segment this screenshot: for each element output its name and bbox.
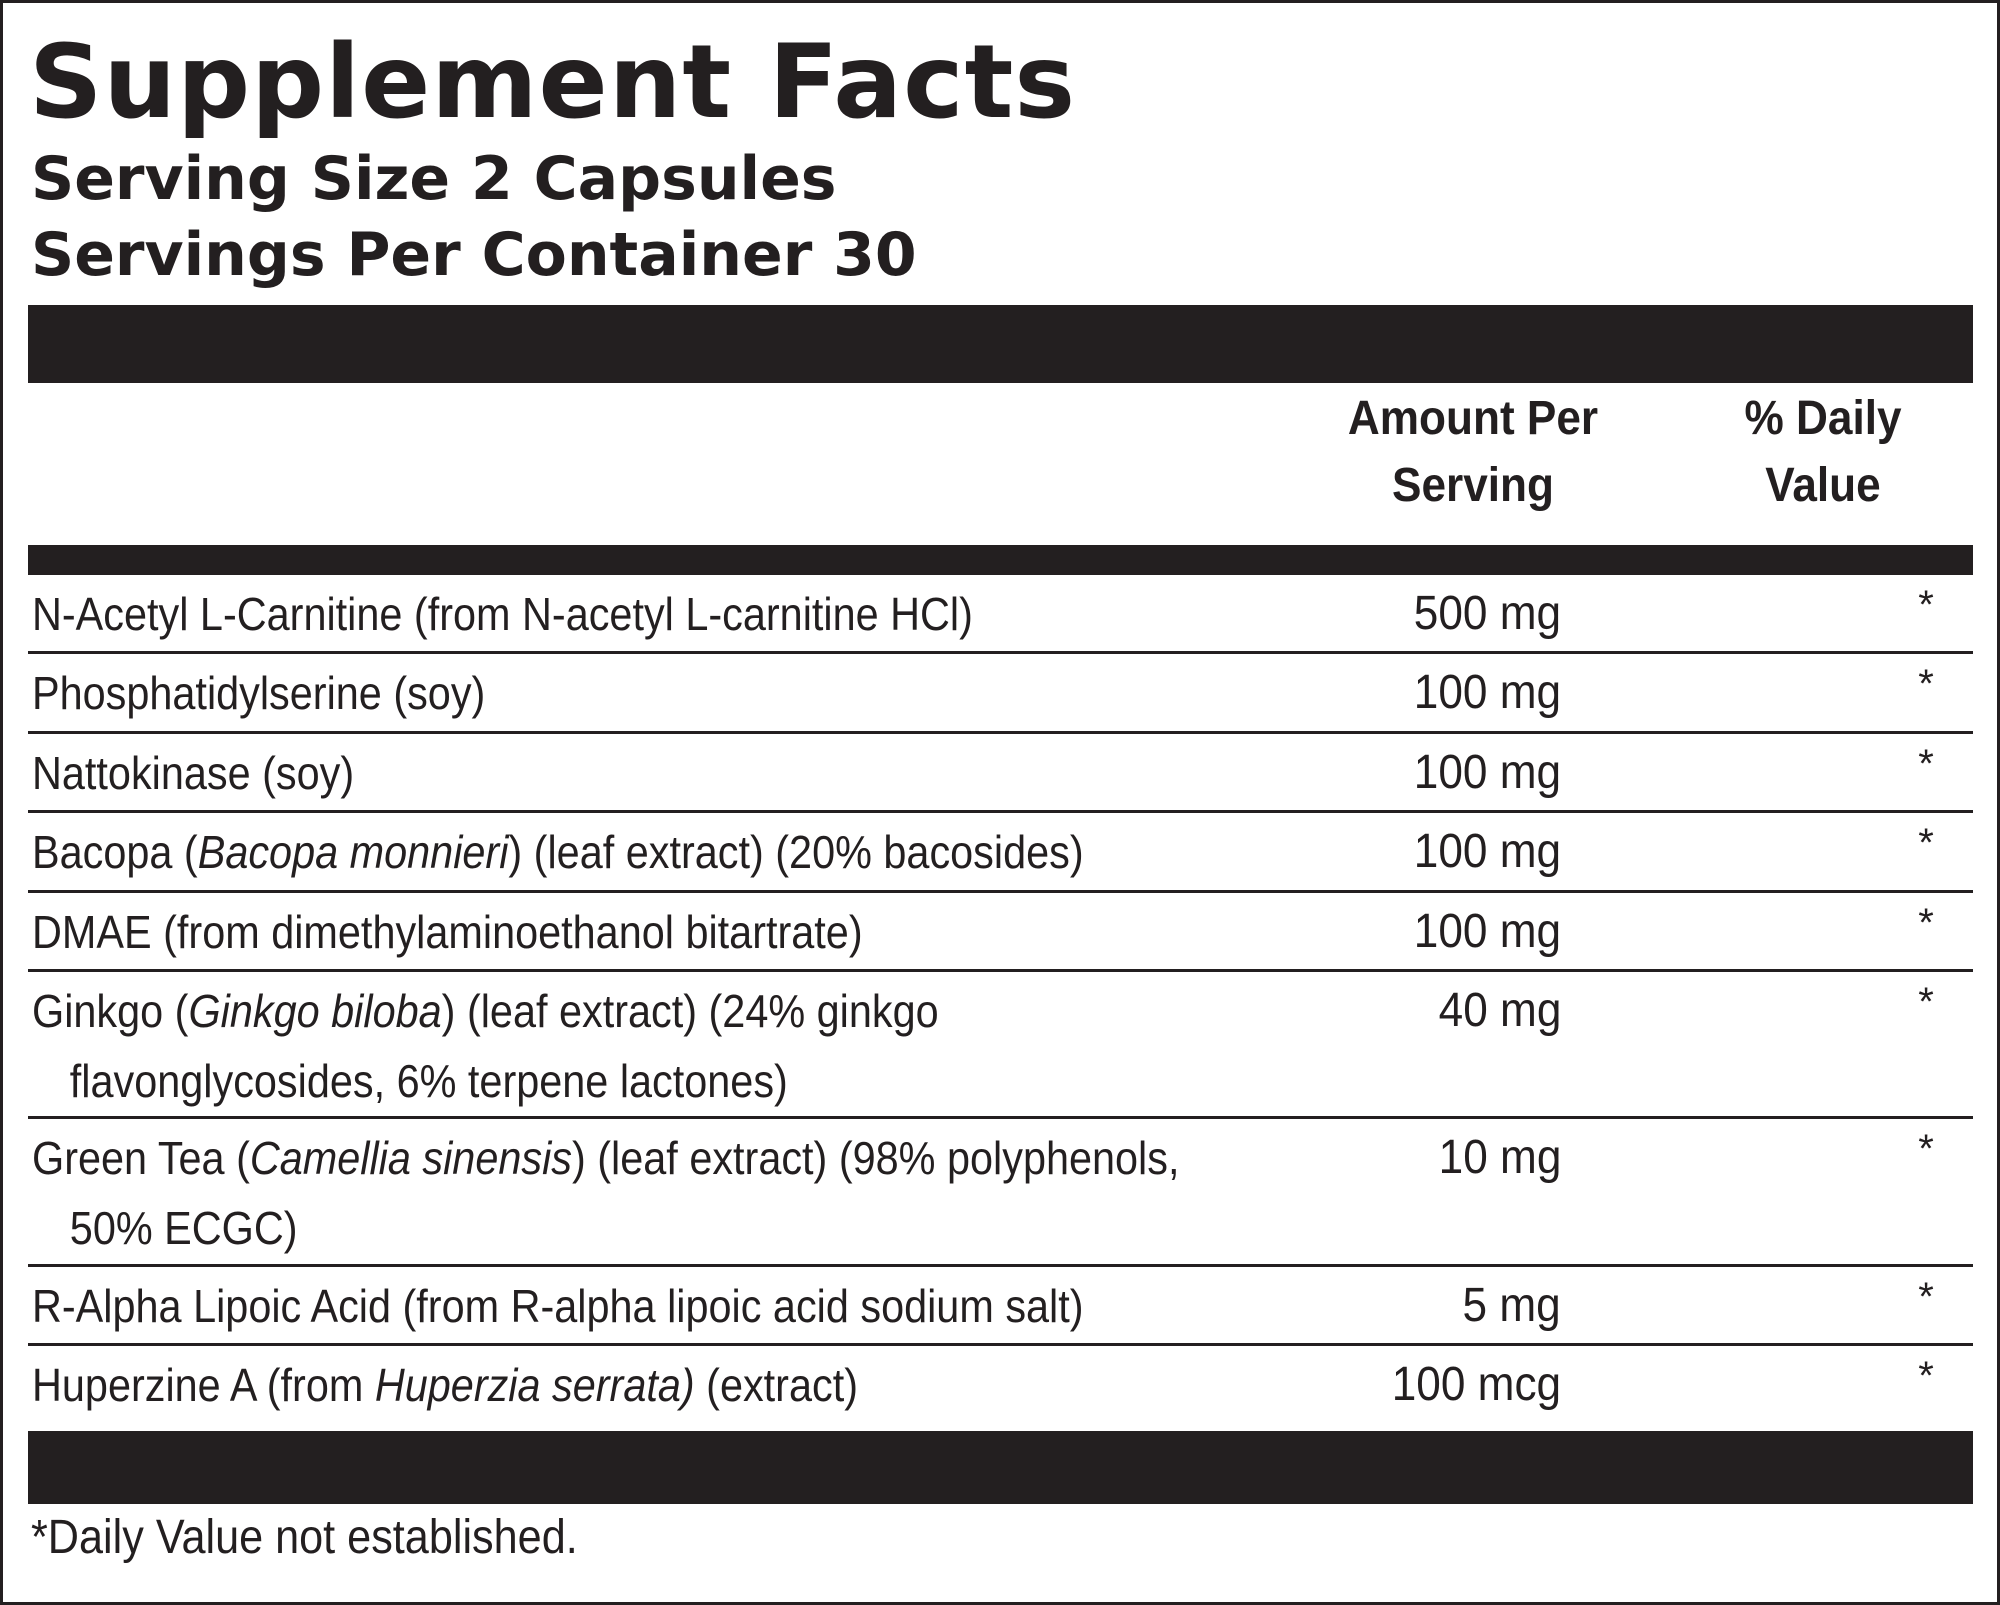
nutrient-name: Huperzine A (from Huperzia serrata) (extract) bbox=[32, 1359, 858, 1411]
nutrient-row bbox=[28, 893, 1973, 969]
thick-divider-bottom bbox=[28, 1431, 1973, 1504]
daily-value: * bbox=[1918, 1275, 1934, 1319]
nutrient-row bbox=[28, 972, 1973, 1116]
nutrient-name: R-Alpha Lipoic Acid (from R-alpha lipoic acid sodium salt) bbox=[32, 1280, 1084, 1332]
nutrient-amount: 10 mg bbox=[1438, 1131, 1561, 1184]
thick-divider-header bbox=[28, 545, 1973, 575]
column-header-amount: Amount Per Serving bbox=[1347, 392, 1599, 512]
nutrient-name: Ginkgo (Ginkgo biloba) (leaf extract) (24% ginkgo flavonglycosides, 6% terpene lactones) bbox=[32, 985, 939, 1107]
nutrient-row bbox=[28, 1119, 1973, 1264]
daily-value: * bbox=[1918, 742, 1934, 786]
column-header-daily-value: % Daily Value bbox=[1744, 392, 1902, 512]
nutrient-row bbox=[28, 575, 1973, 651]
servings-per-container: Servings Per Container 30 bbox=[31, 220, 917, 290]
nutrient-row bbox=[28, 813, 1973, 890]
nutrient-row bbox=[28, 1346, 1973, 1431]
nutrient-name: Green Tea (Camellia sinensis) (leaf extract) (98% polyphenols, 50% ECGC) bbox=[32, 1132, 1180, 1254]
daily-value: * bbox=[1918, 901, 1934, 945]
nutrient-amount: 100 mg bbox=[1413, 825, 1561, 878]
nutrient-amount: 5 mg bbox=[1462, 1279, 1561, 1332]
nutrient-amount: 100 mg bbox=[1413, 905, 1561, 958]
nutrient-name: Nattokinase (soy) bbox=[32, 747, 355, 799]
serving-size: Serving Size 2 Capsules bbox=[31, 144, 837, 214]
daily-value: * bbox=[1918, 662, 1934, 706]
daily-value: * bbox=[1918, 1127, 1934, 1171]
nutrient-name: Bacopa (Bacopa monnieri) (leaf extract) (20% bacosides) bbox=[32, 826, 1084, 878]
footnote: *Daily Value not established. bbox=[31, 1511, 578, 1564]
daily-value: * bbox=[1918, 583, 1934, 627]
nutrient-name: Phosphatidylserine (soy) bbox=[32, 667, 486, 719]
label-title: Supplement Facts bbox=[29, 23, 1077, 142]
nutrient-amount: 100 mg bbox=[1413, 746, 1561, 799]
daily-value: * bbox=[1918, 980, 1934, 1024]
thick-divider-top bbox=[28, 305, 1973, 383]
nutrient-amount: 500 mg bbox=[1413, 587, 1561, 640]
nutrient-name: DMAE (from dimethylaminoethanol bitartrate) bbox=[32, 906, 863, 958]
nutrient-row bbox=[28, 734, 1973, 810]
nutrient-name: N-Acetyl L-Carnitine (from N-acetyl L-carnitine HCl) bbox=[32, 588, 973, 640]
nutrient-row bbox=[28, 654, 1973, 731]
nutrient-amount: 40 mg bbox=[1438, 984, 1561, 1037]
nutrient-amount: 100 mg bbox=[1413, 666, 1561, 719]
nutrient-row bbox=[28, 1267, 1973, 1343]
daily-value: * bbox=[1918, 1354, 1934, 1398]
nutrient-amount: 100 mcg bbox=[1391, 1358, 1561, 1411]
daily-value: * bbox=[1918, 821, 1934, 865]
